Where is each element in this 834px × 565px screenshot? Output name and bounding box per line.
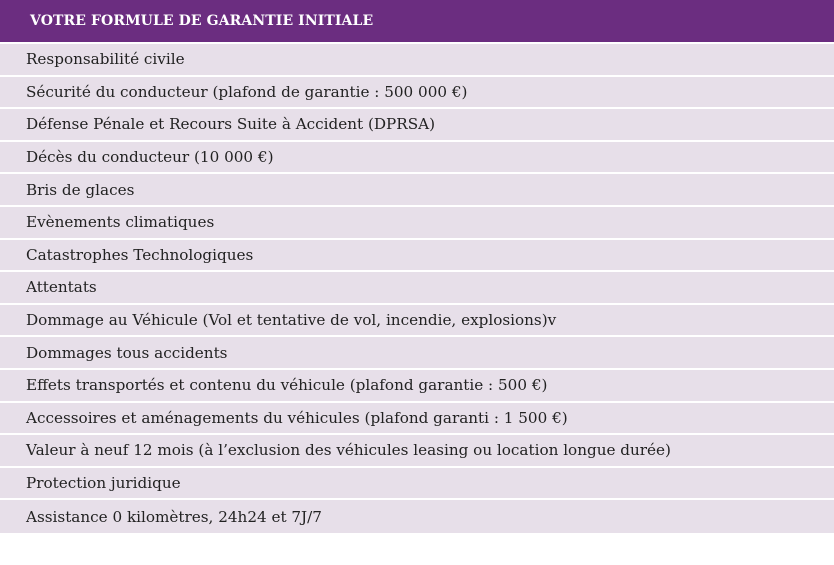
- guarantee-item-label: Effets transportés et contenu du véhicule (plafond garantie : 500 €): [26, 376, 548, 395]
- table-row: [0, 337, 834, 370]
- guarantee-item-label: Responsabilité civile: [26, 50, 185, 69]
- guarantee-item-label: Valeur à neuf 12 mois (à l’exclusion des véhicules leasing ou location longue durée): [26, 441, 671, 460]
- table-row: [0, 109, 834, 142]
- guarantee-list: [0, 44, 834, 533]
- table-row: [0, 403, 834, 436]
- table-header: [0, 0, 834, 44]
- table-row: [0, 207, 834, 240]
- guarantee-item-label: Dommages tous accidents: [26, 343, 228, 362]
- guarantee-item-label: Bris de glaces: [26, 180, 135, 199]
- table-row: [0, 500, 834, 533]
- guarantee-item-label: Attentats: [26, 278, 97, 297]
- guarantee-item-label: Décès du conducteur (10 000 €): [26, 148, 274, 167]
- guarantee-item-label: Evènements climatiques: [26, 213, 215, 232]
- table-header-title: VOTRE FORMULE DE GARANTIE INITIALE: [30, 13, 374, 29]
- guarantee-item-label: Assistance 0 kilomètres, 24h24 et 7J/7: [26, 507, 322, 526]
- table-row: [0, 305, 834, 338]
- guarantee-item-label: Dommage au Véhicule (Vol et tentative de vol, incendie, explosions)v: [26, 311, 557, 330]
- guarantee-item-label: Protection juridique: [26, 474, 181, 493]
- guarantee-item-label: Accessoires et aménagements du véhicules (plafond garanti : 1 500 €): [26, 408, 568, 427]
- table-row: [0, 142, 834, 175]
- table-row: [0, 44, 834, 77]
- table-row: [0, 174, 834, 207]
- table-row: [0, 240, 834, 273]
- guarantee-item-label: Défense Pénale et Recours Suite à Accident (DPRSA): [26, 115, 436, 134]
- table-row: [0, 435, 834, 468]
- table-row: [0, 468, 834, 501]
- table-row: [0, 370, 834, 403]
- guarantee-item-label: Sécurité du conducteur (plafond de garantie : 500 000 €): [26, 82, 468, 101]
- table-row: [0, 77, 834, 110]
- guarantee-item-label: Catastrophes Technologiques: [26, 245, 254, 264]
- table-row: [0, 272, 834, 305]
